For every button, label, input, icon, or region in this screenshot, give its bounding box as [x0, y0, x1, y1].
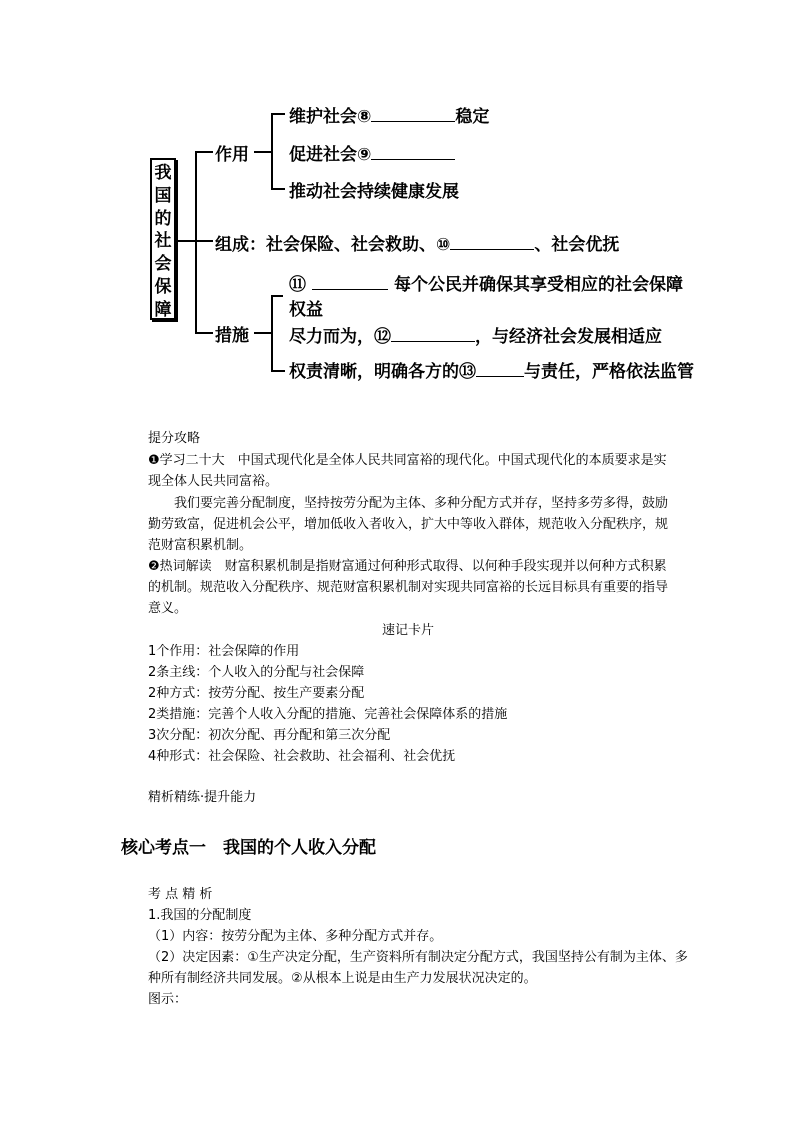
- root-bracket-vertical: [195, 151, 197, 333]
- root-char: 障: [154, 299, 172, 320]
- root-char: 国: [154, 185, 172, 206]
- cuoshi-tick-c: [271, 370, 285, 372]
- zuoyong-item-c: 推动社会持续健康发展: [289, 182, 459, 202]
- section-title: 核心考点一 我国的个人收入分配: [121, 838, 376, 858]
- practice-heading: 精析精练·提升能力: [148, 790, 257, 805]
- cuoshi-item-b: 尽力而为，⑫ ，与经济社会发展相适应: [289, 327, 662, 347]
- connector-zucheng: [195, 240, 213, 242]
- fill-blank: [450, 233, 534, 250]
- branch-label-cuoshi: 措施: [215, 326, 249, 346]
- cuoshi-item-c: 权责清晰，明确各方的⑬ 与责任，严格依法监管: [289, 362, 694, 382]
- root-char: 社: [154, 231, 172, 252]
- card-item: 2条主线：个人收入的分配与社会保障: [148, 665, 365, 680]
- zuoyong-item-a: 维护社会⑧ 稳定: [289, 107, 490, 127]
- tips-mark-2: ❷热词解读: [148, 559, 212, 574]
- card-item: 2类措施：完善个人收入分配的措施、完善社会保障体系的措施: [148, 707, 508, 722]
- connector-zuoyong: [195, 151, 213, 153]
- cuoshi-bracket-vertical: [271, 295, 273, 371]
- zuoyong-tick-a: [271, 113, 285, 115]
- fill-blank: [391, 325, 475, 342]
- root-char: 的: [154, 208, 172, 229]
- branch-label-zuoyong: 作用: [215, 145, 249, 165]
- tips-paragraph-3: ❷热词解读 财富积累机制是指财富通过何种形式取得、以何种手段实现并以何种方式积累的机制。规范收入分配秩序、规范财富积累机制对实现共同富裕的长远目标具有重要的指导意义。: [148, 559, 669, 616]
- analysis-label: 考 点 精 析: [148, 887, 213, 902]
- connector-cuoshi: [195, 332, 213, 334]
- zuoyong-item-b: 促进社会⑨: [289, 140, 455, 165]
- tips-paragraph-1: ❶学习二十大 中国式现代化是全体人民共同富裕的现代化。中国式现代化的本质要求是实现全体人民共同富裕。: [148, 453, 667, 489]
- analysis-line-3: 图示：: [148, 992, 188, 1007]
- card-item: 3次分配：初次分配、再分配和第三次分配: [148, 728, 391, 743]
- fill-blank: [371, 143, 455, 160]
- cuoshi-stub: [254, 332, 272, 334]
- analysis-line-1: （1）内容：按劳分配为主体、多种分配方式并存。: [148, 929, 443, 944]
- zucheng-line: 组成：社会保险、社会救助、⑩ 、社会优抚: [215, 235, 620, 255]
- fill-blank: [371, 105, 455, 122]
- zuoyong-bracket-vertical: [271, 113, 273, 189]
- cuoshi-item-a: ⑪ 每个公民并确保其享受相应的社会保障: [289, 275, 683, 295]
- analysis-subheading: 1.我国的分配制度: [148, 908, 252, 923]
- zuoyong-tick-c: [271, 188, 285, 190]
- root-stub: [176, 240, 196, 242]
- card-item: 2种方式：按劳分配、按生产要素分配: [148, 686, 365, 701]
- cuoshi-item-a-cont: 权益: [289, 300, 323, 320]
- root-char: 保: [154, 276, 172, 297]
- root-char: 我: [154, 163, 172, 183]
- card-item: 1个作用：社会保障的作用: [148, 644, 300, 659]
- tips-mark-1: ❶学习二十大: [148, 453, 225, 468]
- card-title: 速记卡片: [382, 623, 435, 638]
- analysis-line-2: （2）决定因素：①生产决定分配，生产资料所有制决定分配方式，我国坚持公有制为主体、多种所有制经济共同发展。②从根本上说是由生产力发展状况决定的。: [148, 950, 688, 986]
- root-node-box: [150, 158, 176, 320]
- card-item: 4种形式：社会保险、社会救助、社会福利、社会优抚: [148, 749, 456, 764]
- zuoyong-stub: [254, 151, 272, 153]
- cuoshi-tick-a: [271, 295, 283, 297]
- tips-title: 提分攻略: [148, 431, 201, 446]
- tips-paragraph-2: 我们要完善分配制度，坚持按劳分配为主体、多种分配方式并存，坚持多劳多得，鼓励勤劳致富，促进机会公平，增加低收入者收入，扩大中等收入群体，规范收入分配秩序，规范财富积累机制。: [148, 496, 669, 553]
- fill-blank: [476, 360, 524, 377]
- root-char: 会: [154, 254, 172, 275]
- fill-blank: [312, 273, 388, 290]
